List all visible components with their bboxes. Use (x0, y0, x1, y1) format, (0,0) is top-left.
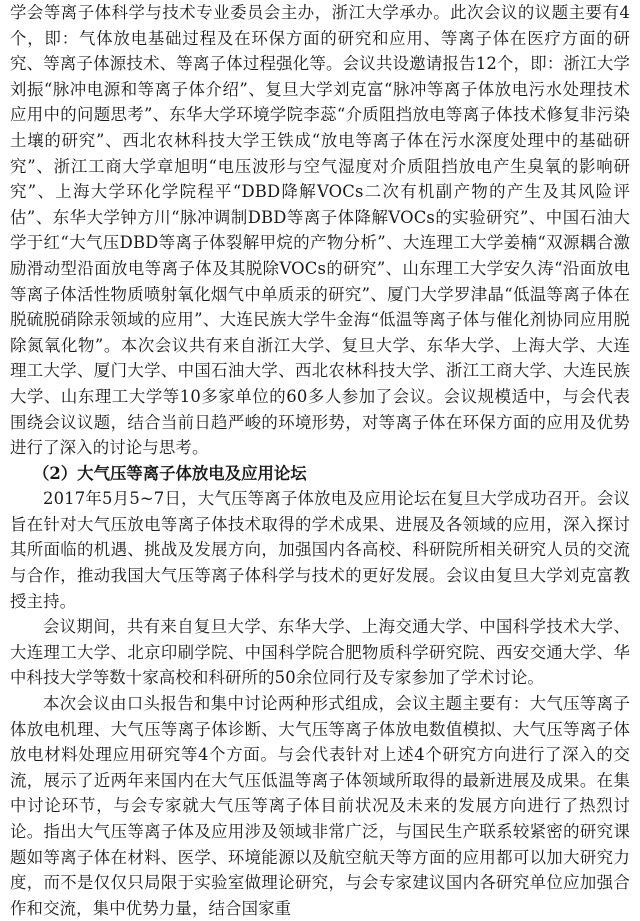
section-heading-forum-2: （2）大气压等离子体放电及应用论坛 (33, 463, 307, 483)
paragraph-forum-2-topics: 本次会议由口头报告和集中讨论两种形式组成，会议主题主要有：大气压等离子体放电机理、大气压等离子体诊断、大气压等离子体放电数值模拟、大气压等离子体放电材料处理应用研究等4个方面。与会代表针对上述4个研究方向进行了深入的交流，展示了近两年来国内在大气压低温等离子体领域所取得的最新进展及成果。在集中讨论环节，与会专家就大气压等离子体目前状况及未来的发展方向进行了热烈讨论。指出大气压等离子体及应用涉及领域非常广泛，与国民生产联系较紧密的研究课题如等离子体在材料、医学、环境能源以及航空航天等方面的应用都可以加大研究力度，而不是仅仅只局限于实验室做理论研究，与会专家建议国内各研究单位应加强合作和交流，集中优势力量，结合国家重 (10, 694, 630, 918)
paragraph-forum-1-summary: 学会等离子体科学与技术专业委员会主办，浙江大学承办。此次会议的议题主要有4个，即：气体放电基础过程及在环保方面的研究和应用、等离子体在医疗方面的研究、等离子体源技术、等离子体过程强化等。会议共设邀请报告12个，即：浙江大学刘振“脉冲电源和等离子体介绍”、复旦大学刘克富“脉冲等离子体放电污水处理技术应用中的问题思考”、东华大学环境学院李蕊“介质阻挡放电等离子体技术修复非污染土壤的研究”、西北农林科技大学王铁成“放电等离子体在污水深度处理中的基础研究”、浙江工商大学章旭明“电压波形与空气湿度对介质阻挡放电产生臭氧的影响研究”、上海大学环化学院程平“DBD降解VOCs二次有机副产物的产生及其风险评估”、东华大学钟方川“脉冲调制DBD等离子体降解VOCs的实验研究”、中国石油大学于红“大气压DBD等离子体裂解甲烷的产物分析”、大连理工大学姜楠“双源耦合激励滑动型沿面放电等离子体及其脱除VOCs的研究”、山东理工大学安久涛“沿面放电等离子体活性物质喷射氧化烟气中单质汞的研究”、厦门大学罗津晶“低温等离子体在脱硫脱硝除汞领域的应用”、大连民族大学牛金海“低温等离子体与催化剂协同应用脱除氮氧化物”。本次会议共有来自浙江大学、复旦大学、东华大学、上海大学、大连理工大学、厦门大学、中国石油大学、西北农林科技大学、浙江工商大学、大连民族大学、山东理工大学等10多家单位的60多人参加了会议。会议规模适中，与会代表围绕会议议题，结合当前日趋严峻的环境形势，对等离子体在环保方面的应用及优势进行了深入的讨论与思考。 (10, 3, 630, 458)
paragraph-forum-2-participants: 会议期间，共有来自复旦大学、东华大学、上海交通大学、中国科学技术大学、大连理工大学、北京印刷学院、中国科学院合肥物质科学研究院、西安交通大学、华中科技大学等数十家高校和科研所的50余位同行及专家参加了学术讨论。 (10, 617, 630, 688)
paragraph-forum-2-intro: 2017年5月5~7日，大气压等离子体放电及应用论坛在复旦大学成功召开。会议旨在针对大气压放电等离子体技术取得的学术成果、进展及各领域的应用，深入探讨其所面临的机遇、挑战及发展方向，加强国内各高校、科研院所相关研究人员的交流与合作，推动我国大气压等离子体科学与技术的更好发展。会议由复旦大学刘克富教授主持。 (10, 489, 630, 611)
